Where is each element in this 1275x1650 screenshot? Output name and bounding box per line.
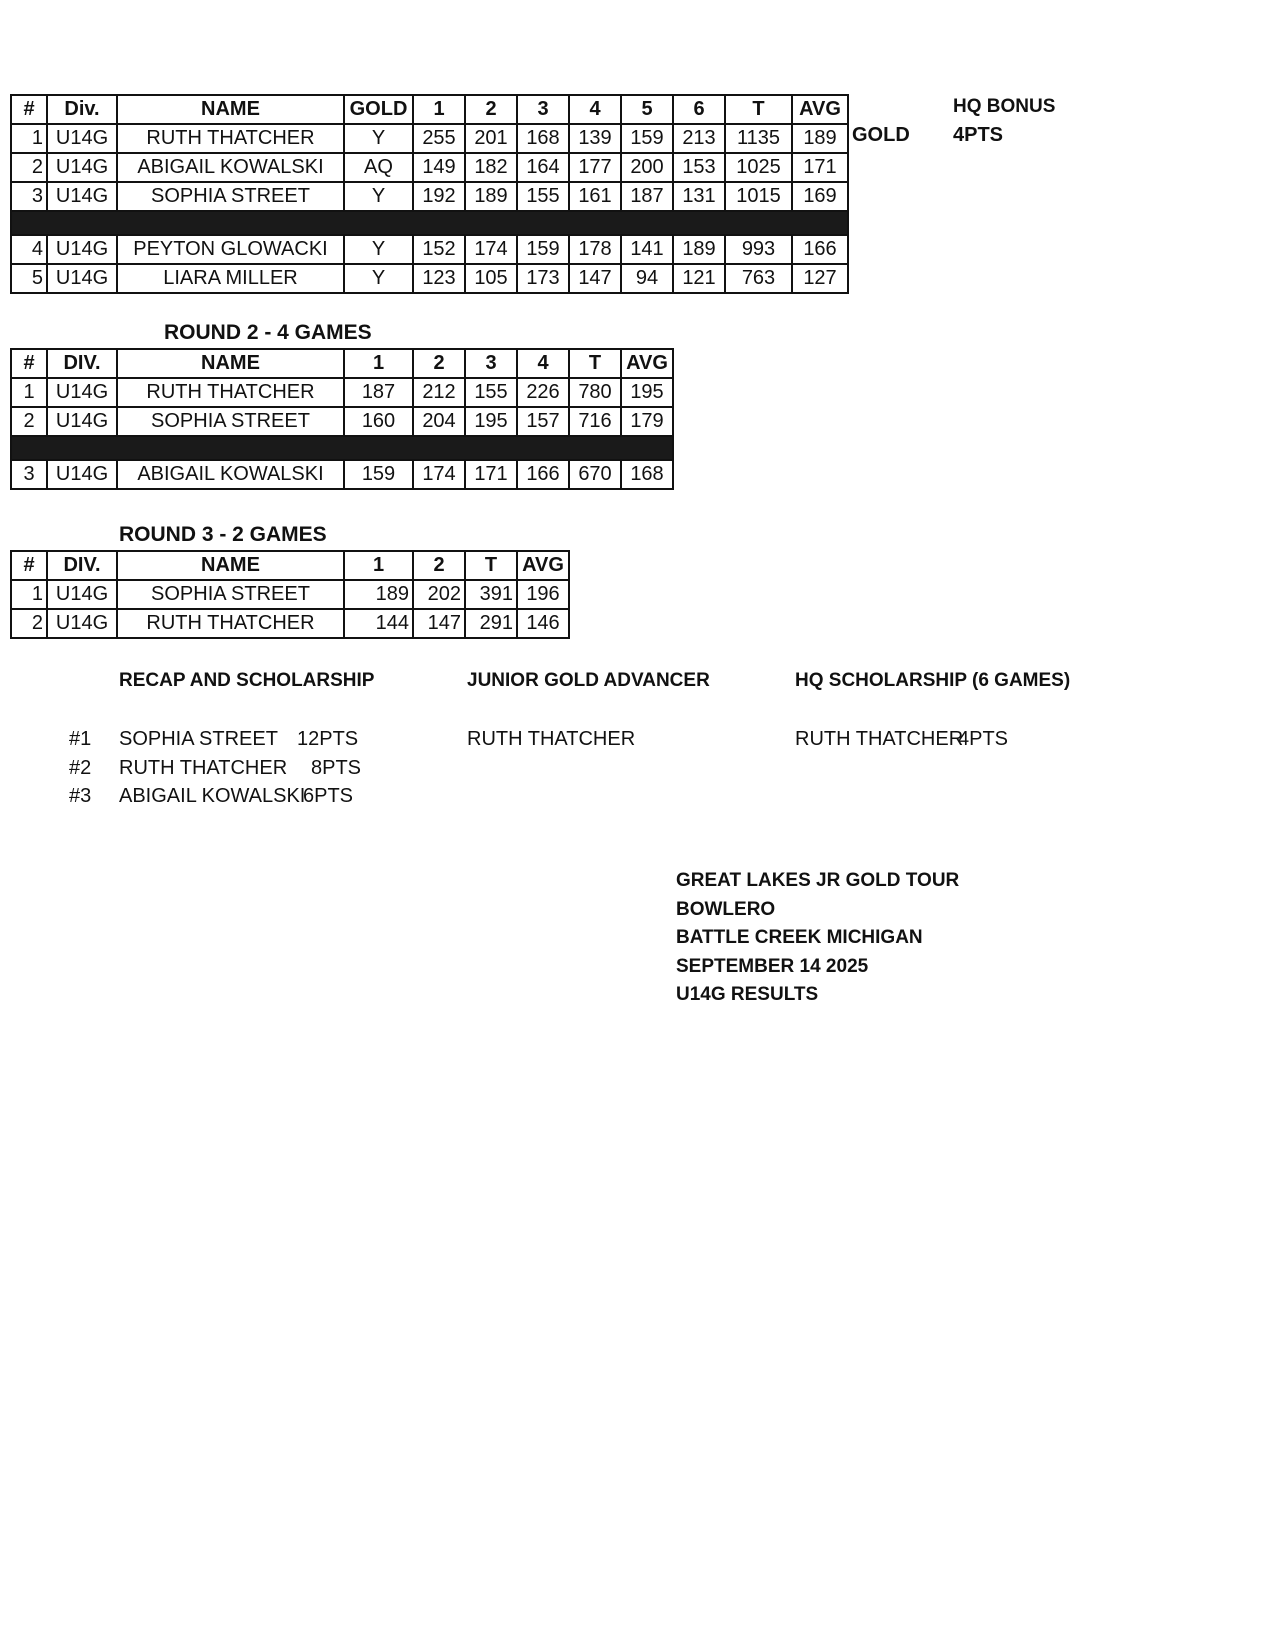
- column-header: 3: [465, 349, 517, 378]
- column-header: 5: [621, 95, 673, 124]
- table-cell: ABIGAIL KOWALSKI: [117, 460, 344, 489]
- table-cell: 196: [517, 580, 569, 609]
- column-header: NAME: [117, 349, 344, 378]
- table-cell: 1: [11, 580, 47, 609]
- table-cell: 201: [465, 124, 517, 153]
- table-cell: 189: [465, 182, 517, 211]
- table-cell: 2: [11, 153, 47, 182]
- round3-table: [10, 550, 570, 639]
- table-cell: AQ: [344, 153, 413, 182]
- table-cell: 255: [413, 124, 465, 153]
- column-header: 2: [465, 95, 517, 124]
- table-cell: 192: [413, 182, 465, 211]
- column-header: 1: [344, 349, 413, 378]
- table-cell: 204: [413, 407, 465, 436]
- table-cell: 2: [11, 407, 47, 436]
- hq-scholarship-pts: 4PTS: [958, 728, 1009, 750]
- table-cell: 123: [413, 264, 465, 293]
- table-cell: 4: [11, 235, 47, 264]
- table-cell: Y: [344, 182, 413, 211]
- table-cell: 153: [673, 153, 725, 182]
- recap-name-2: RUTH THATCHER: [119, 757, 288, 779]
- table-cell: U14G: [47, 609, 117, 638]
- table-cell: U14G: [47, 264, 117, 293]
- round2-title: ROUND 2 - 4 GAMES: [164, 321, 372, 344]
- table-cell: 187: [621, 182, 673, 211]
- table-cell: U14G: [47, 182, 117, 211]
- recap-name-3: ABIGAIL KOWALSKI: [119, 785, 306, 807]
- hq-scholarship-title: HQ SCHOLARSHIP (6 GAMES): [795, 670, 1071, 691]
- table-cell: 144: [344, 609, 413, 638]
- recap-pts-2: 8PTS: [311, 757, 362, 779]
- hq-bonus-label: HQ BONUS: [953, 96, 1056, 117]
- table-cell: 716: [569, 407, 621, 436]
- table-cell: 166: [517, 460, 569, 489]
- advancer-name: RUTH THATCHER: [467, 728, 636, 750]
- table-cell: 187: [344, 378, 413, 407]
- recap-rank-3: #3: [69, 785, 92, 807]
- table-cell: Y: [344, 124, 413, 153]
- column-header: T: [725, 95, 792, 124]
- table-cell: U14G: [47, 153, 117, 182]
- table-cell: 195: [465, 407, 517, 436]
- table-cell: 178: [569, 235, 621, 264]
- table-cell: 121: [673, 264, 725, 293]
- column-header: AVG: [517, 551, 569, 580]
- recap-rank-1: #1: [69, 728, 92, 750]
- table-cell: 159: [517, 235, 569, 264]
- round2-table: [10, 348, 674, 490]
- table-cell: RUTH THATCHER: [117, 124, 344, 153]
- round3-title: ROUND 3 - 2 GAMES: [119, 523, 327, 546]
- round3-header-row: [11, 551, 569, 580]
- table-row: [11, 460, 673, 489]
- table-cell: 139: [569, 124, 621, 153]
- column-header: 1: [413, 95, 465, 124]
- table-cell: 780: [569, 378, 621, 407]
- advancer-title: JUNIOR GOLD ADVANCER: [467, 670, 710, 691]
- event-line-2: BOWLERO: [676, 899, 776, 920]
- table-cell: LIARA MILLER: [117, 264, 344, 293]
- table-cell: 146: [517, 609, 569, 638]
- table-cell: 291: [465, 609, 517, 638]
- table-row: [11, 407, 673, 436]
- table-cell: 212: [413, 378, 465, 407]
- event-line-1: GREAT LAKES JR GOLD TOUR: [676, 870, 960, 891]
- event-line-4: SEPTEMBER 14 2025: [676, 956, 869, 977]
- table-cell: 152: [413, 235, 465, 264]
- column-header: 4: [569, 95, 621, 124]
- column-header: 3: [517, 95, 569, 124]
- table-cell: 1025: [725, 153, 792, 182]
- recap-pts-3: 6PTS: [303, 785, 354, 807]
- table-cell: 189: [344, 580, 413, 609]
- gold-note: GOLD: [852, 124, 910, 146]
- column-header: NAME: [117, 551, 344, 580]
- table-cell: 147: [413, 609, 465, 638]
- table-cell: 3: [11, 460, 47, 489]
- column-header: 2: [413, 349, 465, 378]
- table-cell: 168: [621, 460, 673, 489]
- round1-header-row: [11, 95, 848, 124]
- column-header: DIV.: [47, 551, 117, 580]
- table-cell: 147: [569, 264, 621, 293]
- table-cell: U14G: [47, 407, 117, 436]
- table-cell: SOPHIA STREET: [117, 407, 344, 436]
- table-cell: 171: [792, 153, 848, 182]
- separator-row: [11, 436, 673, 460]
- table-cell: 5: [11, 264, 47, 293]
- recap-rank-2: #2: [69, 757, 92, 779]
- column-header: 4: [517, 349, 569, 378]
- table-row: [11, 182, 848, 211]
- table-cell: 200: [621, 153, 673, 182]
- event-line-3: BATTLE CREEK MICHIGAN: [676, 927, 923, 948]
- column-header: GOLD: [344, 95, 413, 124]
- table-cell: 189: [673, 235, 725, 264]
- table-cell: 160: [344, 407, 413, 436]
- table-cell: U14G: [47, 235, 117, 264]
- separator-row: [11, 211, 848, 235]
- round1-table: [10, 94, 849, 294]
- table-row: [11, 378, 673, 407]
- table-cell: 168: [517, 124, 569, 153]
- table-cell: SOPHIA STREET: [117, 580, 344, 609]
- recap-name-1: SOPHIA STREET: [119, 728, 278, 750]
- table-cell: U14G: [47, 378, 117, 407]
- recap-title: RECAP AND SCHOLARSHIP: [119, 670, 375, 691]
- table-cell: 94: [621, 264, 673, 293]
- column-header: NAME: [117, 95, 344, 124]
- table-cell: 159: [621, 124, 673, 153]
- table-cell: ABIGAIL KOWALSKI: [117, 153, 344, 182]
- table-cell: 166: [792, 235, 848, 264]
- round2-header-row: [11, 349, 673, 378]
- table-cell: 177: [569, 153, 621, 182]
- table-cell: Y: [344, 264, 413, 293]
- table-cell: 169: [792, 182, 848, 211]
- table-cell: U14G: [47, 580, 117, 609]
- hq-bonus-value: 4PTS: [953, 124, 1004, 146]
- table-row: [11, 580, 569, 609]
- table-cell: 173: [517, 264, 569, 293]
- hq-scholarship-name: RUTH THATCHER: [795, 728, 964, 750]
- column-header: 1: [344, 551, 413, 580]
- table-row: [11, 235, 848, 264]
- table-cell: 213: [673, 124, 725, 153]
- table-row: [11, 124, 848, 153]
- column-header: #: [11, 95, 47, 124]
- table-cell: 174: [413, 460, 465, 489]
- table-row: [11, 153, 848, 182]
- table-cell: 182: [465, 153, 517, 182]
- column-header: AVG: [621, 349, 673, 378]
- table-cell: 155: [517, 182, 569, 211]
- recap-pts-1: 12PTS: [297, 728, 359, 750]
- column-header: #: [11, 349, 47, 378]
- table-cell: U14G: [47, 460, 117, 489]
- table-cell: 1: [11, 378, 47, 407]
- event-line-5: U14G RESULTS: [676, 984, 819, 1005]
- table-cell: 161: [569, 182, 621, 211]
- table-cell: 127: [792, 264, 848, 293]
- table-cell: 670: [569, 460, 621, 489]
- table-cell: 1: [11, 124, 47, 153]
- separator-bar: [11, 211, 848, 235]
- table-cell: 171: [465, 460, 517, 489]
- column-header: DIV.: [47, 349, 117, 378]
- column-header: T: [569, 349, 621, 378]
- column-header: T: [465, 551, 517, 580]
- table-cell: 105: [465, 264, 517, 293]
- table-row: [11, 264, 848, 293]
- column-header: 2: [413, 551, 465, 580]
- column-header: 6: [673, 95, 725, 124]
- table-cell: 1135: [725, 124, 792, 153]
- table-cell: 195: [621, 378, 673, 407]
- table-cell: PEYTON GLOWACKI: [117, 235, 344, 264]
- table-cell: 179: [621, 407, 673, 436]
- table-cell: SOPHIA STREET: [117, 182, 344, 211]
- table-cell: 157: [517, 407, 569, 436]
- table-cell: RUTH THATCHER: [117, 378, 344, 407]
- table-cell: 141: [621, 235, 673, 264]
- table-cell: Y: [344, 235, 413, 264]
- table-cell: 1015: [725, 182, 792, 211]
- table-cell: 189: [792, 124, 848, 153]
- table-cell: 174: [465, 235, 517, 264]
- column-header: AVG: [792, 95, 848, 124]
- table-row: [11, 609, 569, 638]
- table-cell: U14G: [47, 124, 117, 153]
- table-cell: 159: [344, 460, 413, 489]
- table-cell: 149: [413, 153, 465, 182]
- table-cell: 391: [465, 580, 517, 609]
- table-cell: 164: [517, 153, 569, 182]
- separator-bar: [11, 436, 673, 460]
- table-cell: 763: [725, 264, 792, 293]
- table-cell: 3: [11, 182, 47, 211]
- table-cell: 993: [725, 235, 792, 264]
- table-cell: 155: [465, 378, 517, 407]
- table-cell: 2: [11, 609, 47, 638]
- column-header: #: [11, 551, 47, 580]
- column-header: Div.: [47, 95, 117, 124]
- table-cell: 131: [673, 182, 725, 211]
- table-cell: 202: [413, 580, 465, 609]
- table-cell: 226: [517, 378, 569, 407]
- table-cell: RUTH THATCHER: [117, 609, 344, 638]
